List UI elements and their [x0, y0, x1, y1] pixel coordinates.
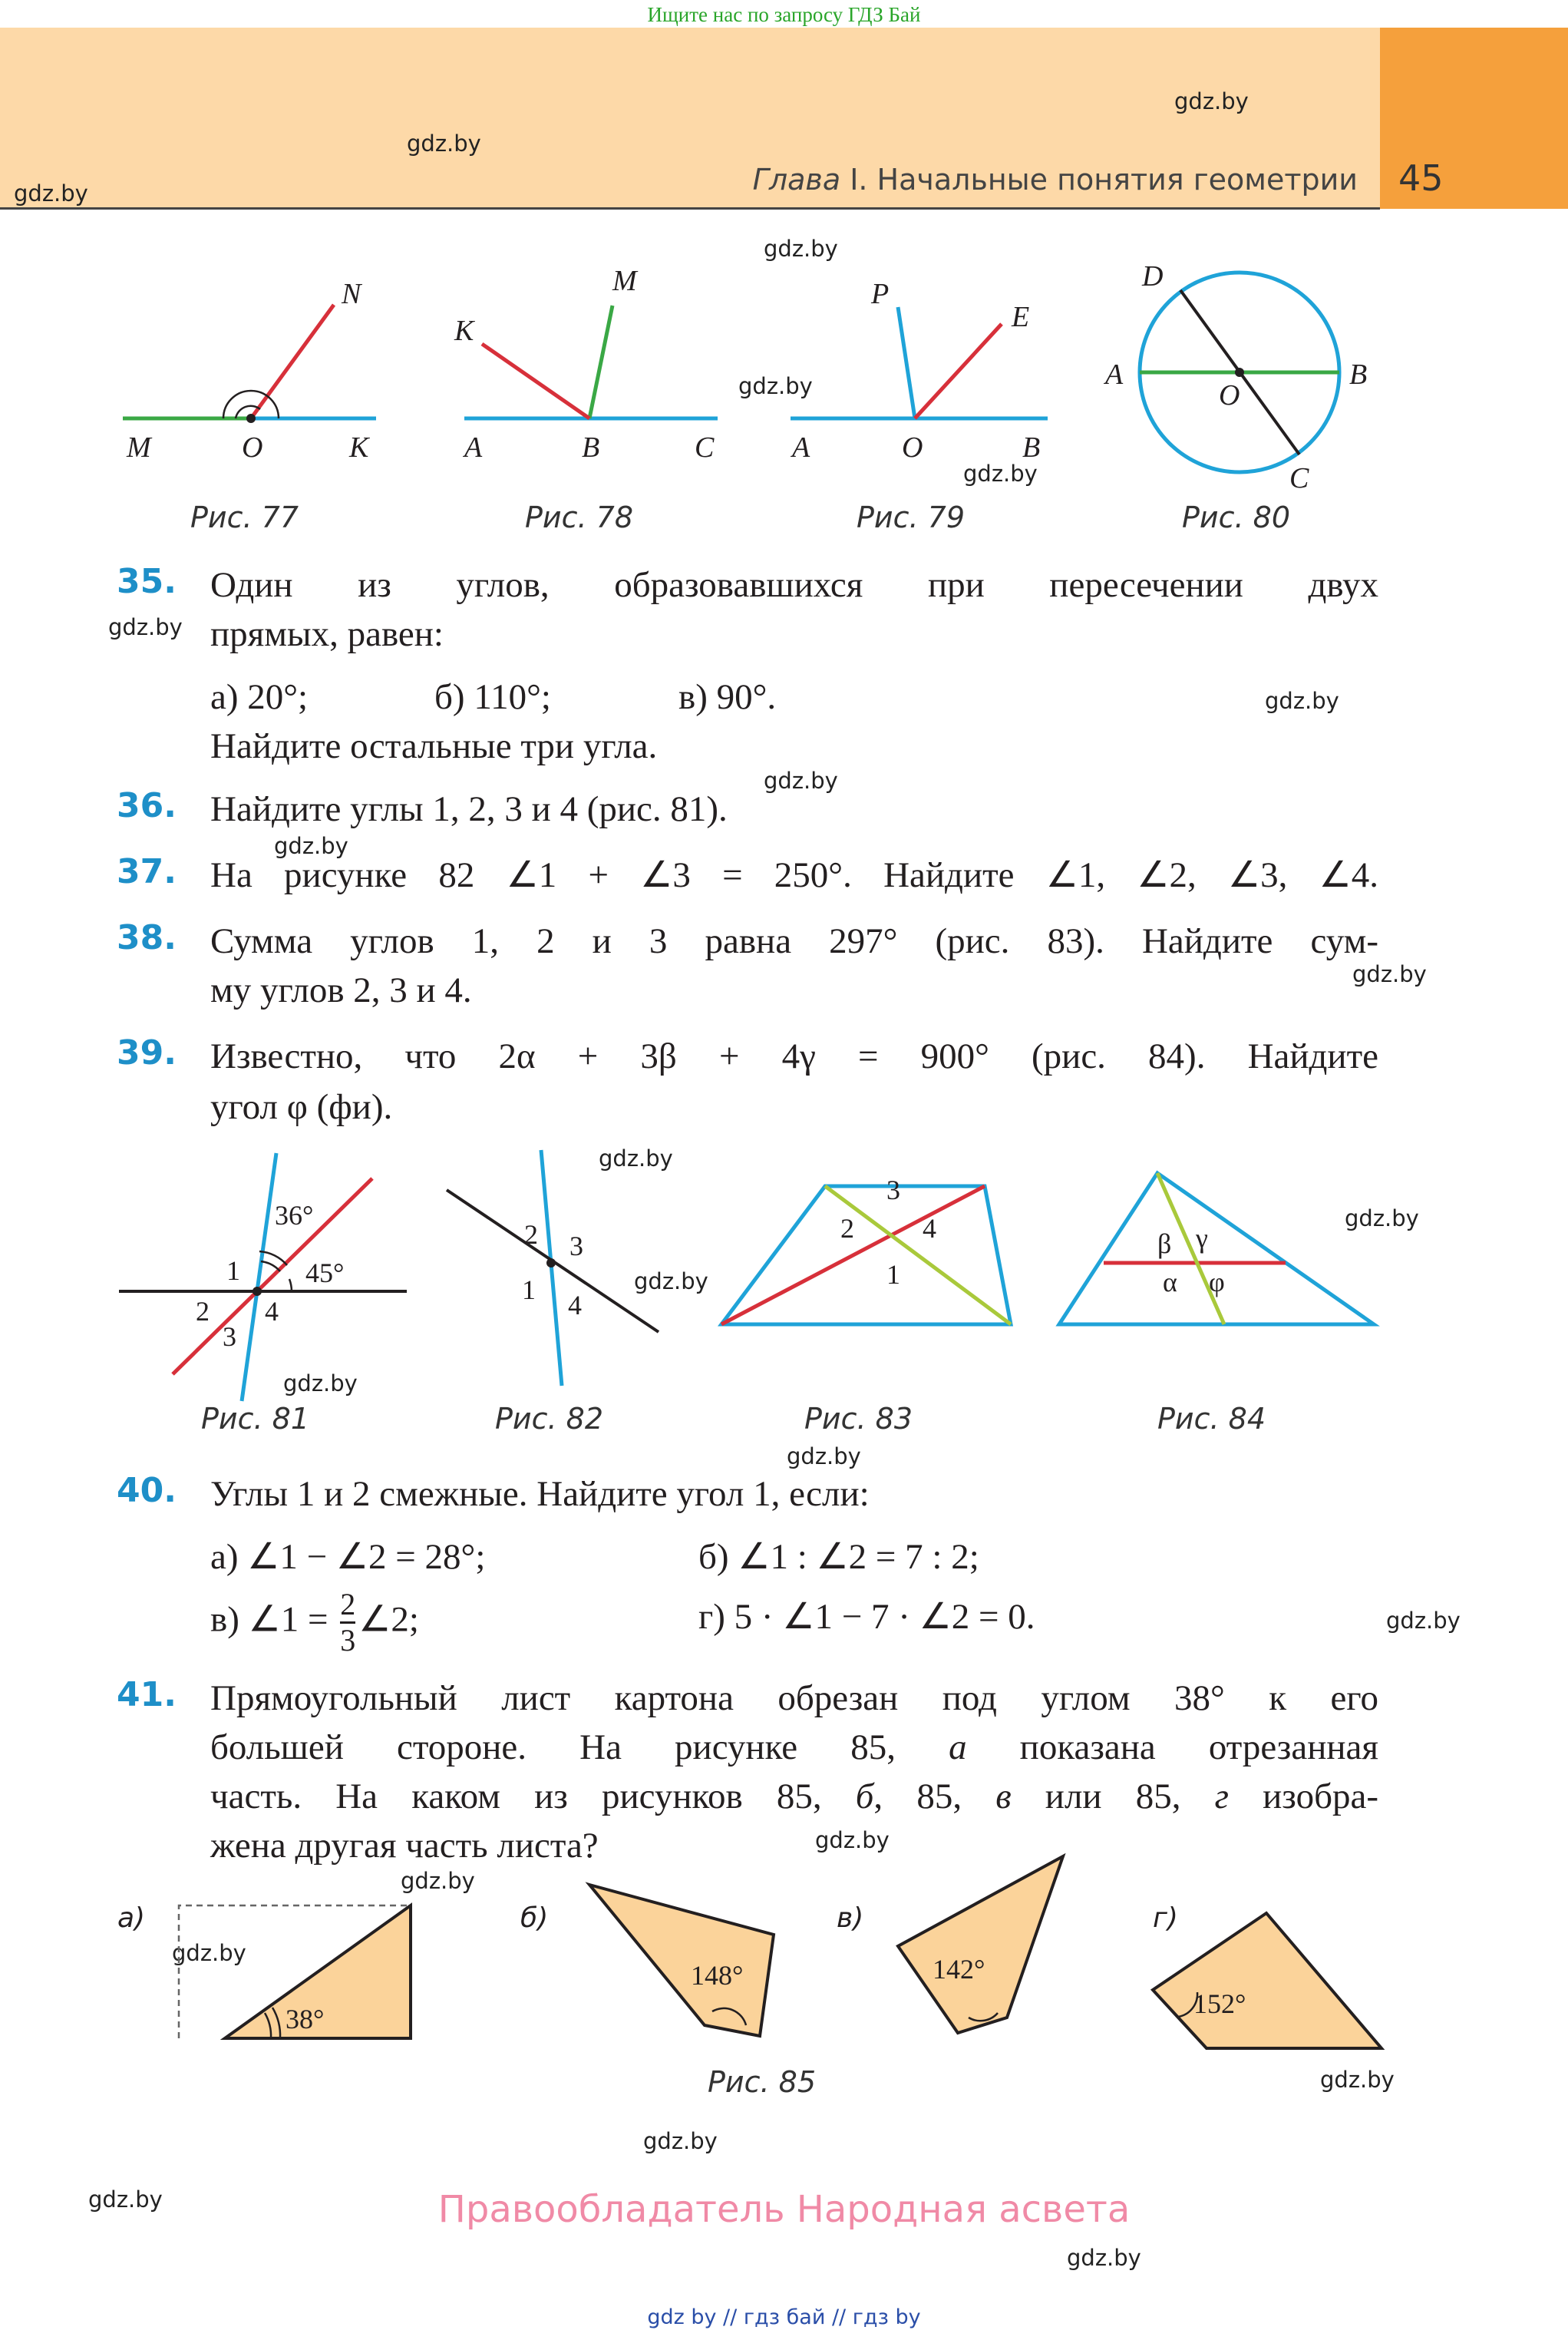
- fig78-label-a: A: [464, 431, 483, 464]
- figure-83: [721, 1175, 1011, 1324]
- problem-40-number: 40.: [117, 1471, 177, 1510]
- problem-35-line3: Найдите остальные три угла.: [210, 726, 658, 766]
- problem-40-option-a: а) ∠1 − ∠2 = 28°;: [210, 1537, 486, 1577]
- watermark: gdz.by: [1386, 1608, 1461, 1634]
- problem-41-line4: жена другая часть листа?: [210, 1826, 599, 1866]
- caption-fig-80: Рис. 80: [1182, 501, 1291, 534]
- problem-40-option-d: г) 5 · ∠1 − 7 · ∠2 = 0.: [698, 1597, 1035, 1637]
- watermark: gdz.by: [643, 2128, 718, 2154]
- figure-78: [454, 265, 718, 464]
- fig80-label-o: O: [1219, 379, 1240, 411]
- problem-40-option-c-post: ∠2;: [358, 1599, 419, 1640]
- fig78-label-k: K: [454, 315, 474, 347]
- caption-fig-79: Рис. 79: [857, 501, 966, 534]
- fig78-label-b: B: [582, 431, 600, 464]
- problem-35-option-a: а) 20°;: [210, 677, 309, 717]
- copyright-owner: Правообладатель Народная асвета: [437, 2188, 1131, 2231]
- watermark: gdz.by: [764, 236, 838, 262]
- fig82-label-1: 1: [522, 1274, 536, 1305]
- figure-81: [119, 1153, 407, 1401]
- fig82-label-2: 2: [524, 1219, 538, 1250]
- problem-40-option-c: [210, 1588, 419, 1658]
- problem-41-line3-italic2: в: [995, 1776, 1012, 1816]
- chapter-title: [753, 163, 1358, 197]
- fig84-label-phi: φ: [1209, 1267, 1225, 1297]
- fig79-label-e: E: [1012, 301, 1030, 333]
- chapter-prefix: Глава: [752, 163, 841, 197]
- problem-39-line2: угол φ (фи).: [210, 1087, 393, 1127]
- watermark: gdz.by: [815, 1827, 890, 1853]
- watermark: gdz.by: [108, 614, 183, 640]
- fig80-label-b: B: [1349, 359, 1368, 391]
- problem-41-line2: [210, 1723, 1378, 1772]
- problem-38-number: 38.: [117, 918, 177, 957]
- watermark: gdz.by: [172, 1940, 246, 1966]
- problem-35-line2: прямых, равен:: [210, 614, 444, 654]
- problem-35-option-c: в) 90°.: [678, 677, 777, 717]
- problem-35-option-b: б) 110°;: [434, 677, 551, 717]
- caption-fig-83: Рис. 83: [804, 1402, 913, 1436]
- watermark: gdz.by: [1345, 1205, 1419, 1231]
- fig77-label-k: K: [349, 431, 369, 464]
- watermark: gdz.by: [1174, 88, 1249, 114]
- fig80-label-a: A: [1105, 359, 1124, 391]
- problem-41-line1: Прямоугольный лист картона обрезан под углом 38° к его: [210, 1678, 1378, 1718]
- fig81-label-45deg: 45°: [305, 1258, 345, 1288]
- fraction-numerator: 2: [340, 1588, 355, 1624]
- figure-80: [1103, 261, 1367, 494]
- figure-85a: [117, 1902, 411, 2038]
- problem-41-line2-italic: а: [949, 1727, 967, 1767]
- watermark: gdz.by: [274, 833, 348, 859]
- figure-85v: [837, 1856, 1063, 2033]
- problem-40-option-c-pre: в) ∠1 =: [210, 1599, 328, 1640]
- fig84-label-beta: β: [1157, 1228, 1172, 1259]
- fig83-label-1: 1: [886, 1259, 900, 1290]
- figure-77: [123, 278, 376, 464]
- fig83-label-4: 4: [923, 1213, 936, 1244]
- problem-41-line3-italic1: б: [855, 1776, 874, 1816]
- caption-fig-78: Рис. 78: [525, 501, 634, 534]
- fig85-letter-g: г): [1153, 1902, 1178, 1934]
- watermark: gdz.by: [88, 2186, 163, 2213]
- problem-40-text: Углы 1 и 2 смежные. Найдите угол 1, если:: [210, 1474, 870, 1514]
- problem-41-line3-b: , 85,: [873, 1776, 996, 1816]
- fig79-label-o: O: [902, 431, 923, 464]
- fraction-denominator: 3: [340, 1623, 356, 1658]
- problem-38-line1: Сумма углов 1, 2 и 3 равна 297° (рис. 83). Найдите сум-: [210, 921, 1378, 961]
- problem-38-line2: му углов 2, 3 и 4.: [210, 970, 472, 1010]
- figures-77-80: [107, 261, 1412, 514]
- problem-39-number: 39.: [117, 1033, 177, 1072]
- fraction-two-thirds: [340, 1588, 355, 1658]
- problem-36-number: 36.: [117, 786, 177, 825]
- caption-fig-84: Рис. 84: [1157, 1402, 1266, 1436]
- figure-84: [1059, 1173, 1374, 1324]
- watermark: gdz.by: [407, 131, 481, 157]
- fig81-label-36deg: 36°: [275, 1200, 314, 1231]
- fig85-letter-v: в): [837, 1902, 864, 1934]
- fig78-label-c: C: [695, 431, 715, 464]
- fig83-label-3: 3: [886, 1175, 900, 1205]
- watermark: gdz.by: [14, 180, 88, 207]
- top-search-hint: Ищите нас по запросу ГДЗ Бай: [647, 3, 921, 26]
- figure-85b: [520, 1885, 774, 2036]
- watermark: gdz.by: [738, 373, 813, 399]
- page-number: 45: [1398, 157, 1444, 199]
- problem-37-number: 37.: [117, 852, 177, 891]
- caption-fig-82: Рис. 82: [495, 1402, 604, 1436]
- figure-82: [447, 1150, 659, 1386]
- figure-85g: [1153, 1902, 1381, 2048]
- problem-41-line3-a: часть. На каком из рисунков 85,: [210, 1776, 856, 1816]
- figure-85: [107, 1843, 1412, 2073]
- problem-35-line1: Один из углов, образовавшихся при пересечении двух: [210, 565, 1378, 605]
- fig80-label-d: D: [1142, 261, 1164, 292]
- chapter-text: I. Начальные понятия геометрии: [840, 163, 1358, 197]
- fig85-letter-a: а): [117, 1902, 146, 1934]
- fig85a-angle: 38°: [286, 2004, 325, 2034]
- fig85b-angle: 148°: [691, 1960, 744, 1991]
- fig81-label-4: 4: [265, 1296, 279, 1327]
- watermark: gdz.by: [1320, 2067, 1395, 2093]
- fig79-label-b: B: [1022, 431, 1041, 464]
- watermark: gdz.by: [764, 768, 838, 794]
- fig81-label-1: 1: [226, 1255, 240, 1286]
- problem-37-text: На рисунке 82 ∠1 + ∠3 = 250°. Найдите ∠1, ∠2, ∠3, ∠4.: [210, 855, 1378, 895]
- watermark: gdz.by: [1265, 688, 1339, 714]
- footer-links[interactable]: gdz by // гдз бай // гдз by: [647, 2305, 921, 2329]
- figures-81-84: [107, 1136, 1412, 1405]
- problem-41-line2-a: большей стороне. На рисунке 85,: [210, 1727, 949, 1767]
- watermark: gdz.by: [401, 1868, 475, 1894]
- fig77-label-n: N: [342, 278, 361, 310]
- problem-39-line1: Известно, что 2α + 3β + 4γ = 900° (рис. 84). Найдите: [210, 1036, 1378, 1076]
- watermark: gdz.by: [599, 1145, 673, 1172]
- fig81-label-2: 2: [196, 1296, 210, 1327]
- figure-79: [790, 278, 1048, 464]
- fig82-label-4: 4: [568, 1290, 582, 1320]
- caption-fig-85: Рис. 85: [708, 2065, 817, 2099]
- fig83-label-2: 2: [840, 1213, 854, 1244]
- fig85v-angle: 142°: [933, 1954, 985, 1985]
- caption-fig-77: Рис. 77: [190, 501, 299, 534]
- problem-36-text: Найдите углы 1, 2, 3 и 4 (рис. 81).: [210, 789, 728, 829]
- fig77-label-m: M: [127, 431, 151, 464]
- fig84-label-gamma: γ: [1196, 1223, 1208, 1254]
- fig77-label-o: O: [242, 431, 263, 464]
- watermark: gdz.by: [1067, 2245, 1141, 2271]
- problem-41-line2-b: показана отрезанная: [966, 1727, 1378, 1767]
- fig82-label-3: 3: [569, 1231, 583, 1261]
- problem-35-number: 35.: [117, 562, 177, 601]
- fig84-label-alpha: α: [1163, 1267, 1177, 1297]
- fig85g-angle: 152°: [1193, 1988, 1246, 2019]
- fig85-letter-b: б): [520, 1902, 549, 1934]
- fig81-label-3: 3: [223, 1321, 236, 1352]
- watermark: gdz.by: [963, 461, 1038, 487]
- fig79-label-a: A: [792, 431, 810, 464]
- problem-41-line3-italic3: г: [1214, 1776, 1229, 1816]
- problem-41-line3: [210, 1772, 1378, 1821]
- fig80-label-c: C: [1289, 462, 1309, 494]
- problem-40-option-b: б) ∠1 : ∠2 = 7 : 2;: [698, 1537, 979, 1577]
- watermark: gdz.by: [283, 1370, 358, 1396]
- problem-41-number: 41.: [117, 1675, 177, 1714]
- problem-41-line3-c: или 85,: [1011, 1776, 1215, 1816]
- watermark: gdz.by: [1352, 961, 1427, 987]
- problem-41-line3-d: изобра-: [1228, 1776, 1378, 1816]
- caption-fig-81: Рис. 81: [201, 1402, 310, 1436]
- header-divider: [0, 207, 1380, 210]
- watermark: gdz.by: [634, 1268, 708, 1294]
- fig78-label-m: M: [612, 265, 637, 297]
- fig79-label-p: P: [871, 278, 890, 310]
- watermark: gdz.by: [787, 1443, 861, 1469]
